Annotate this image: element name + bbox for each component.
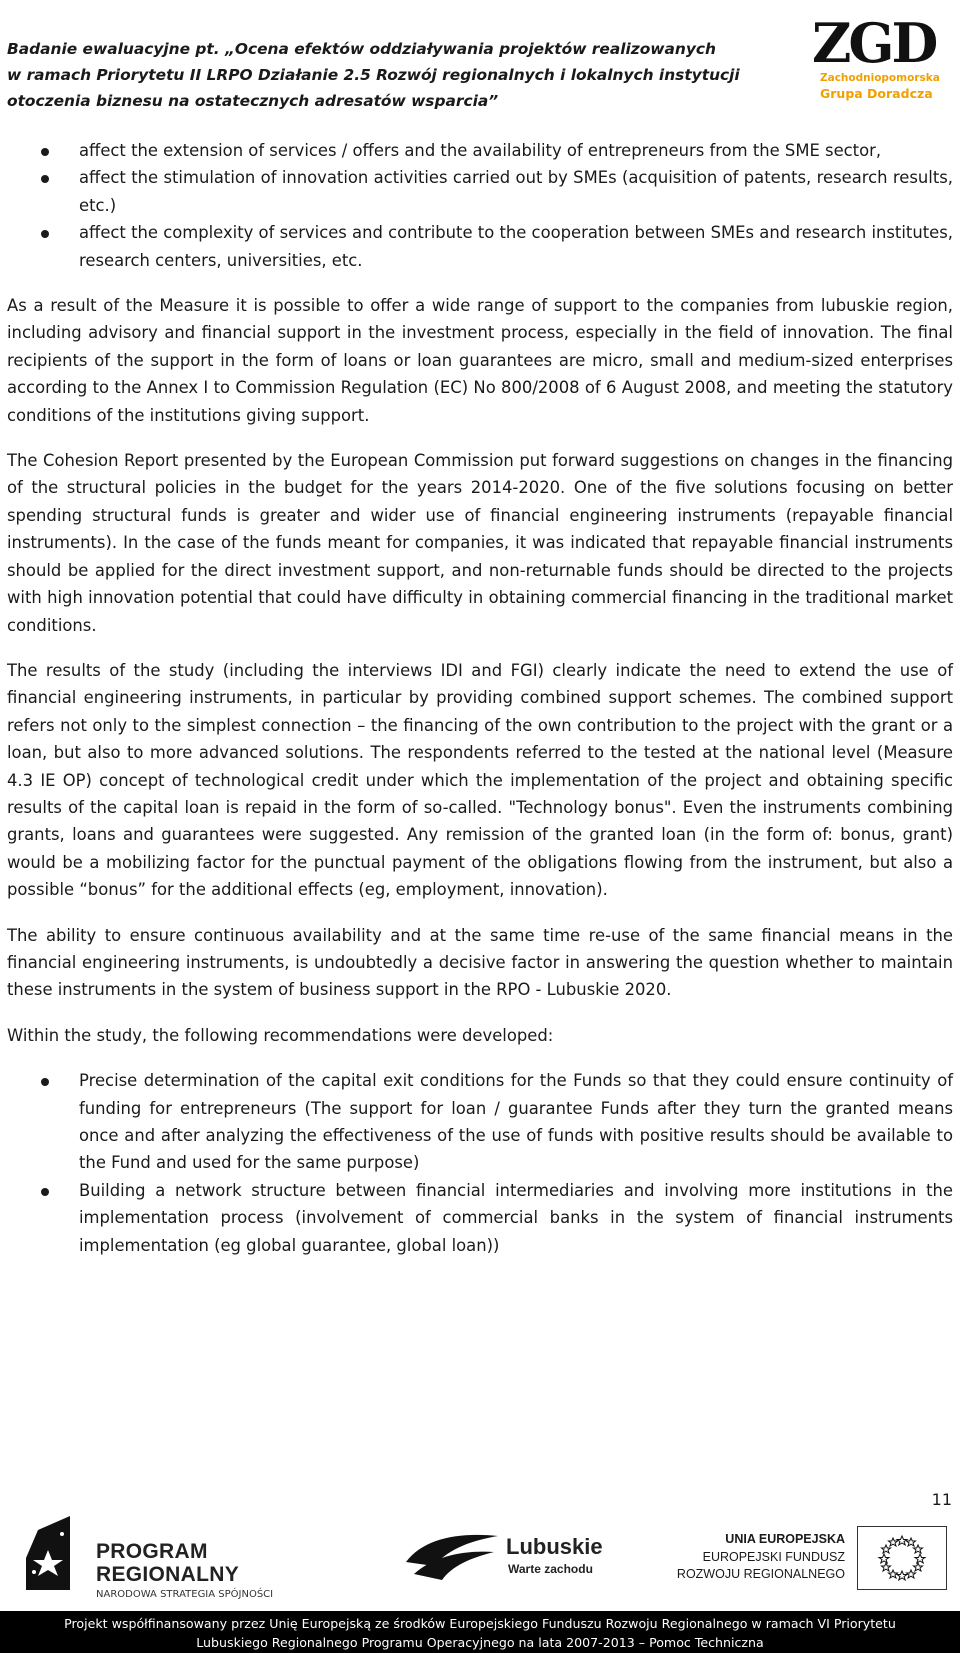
list-item: [7, 137, 953, 164]
eu-flag-icon: [857, 1526, 947, 1590]
zgd-logo-line1: Zachodniopomorska: [820, 72, 940, 84]
bullet-icon: [41, 1078, 49, 1086]
effects-bullet-list: [7, 137, 953, 274]
report-title-line: Badanie ewaluacyjne pt. „Ocena efektów oddziaływania projektów realizowanych: [7, 40, 716, 58]
lubuskie-slogan: Warte zachodu: [508, 1562, 593, 1576]
bullet-icon: [41, 1188, 49, 1196]
recommendations-list: [7, 1067, 953, 1259]
list-item-text: Precise determination of the capital exit conditions for the Funds so that they could ensure continuity of funding for entrepreneurs (The support for loan / guarantee Funds after they turn the granted means once and after analyzing the effectiveness of the use of funds with positive results should be available to the Fund and used for the same purpose): [79, 1071, 953, 1173]
list-item-text: affect the stimulation of innovation activities carried out by SMEs (acquisition of patents, research results, etc.): [79, 168, 953, 215]
zgd-logo: [808, 11, 953, 101]
page-number: 11: [931, 1490, 952, 1509]
footer-bar: [0, 1611, 960, 1653]
paragraph: As a result of the Measure it is possible to offer a wide range of support to the companies from lubuskie region, including advisory and financial support in the investment process, especially in the field of innovation. The final recipients of the support in the form of loans or loan guarantees are micro, small and medium-sized enterprises according to the Annex I to Commission Regulation (EC) No 800/2008 of 6 August 2008, and meeting the statutory conditions of the institutions giving support.: [7, 296, 953, 425]
program-name-line2: REGIONALNY: [96, 1563, 240, 1586]
program-regionalny-logo: [18, 1510, 318, 1600]
list-item: [7, 1067, 953, 1177]
list-item: [7, 1177, 953, 1259]
lubuskie-wave-icon: [404, 1532, 500, 1582]
list-item-text: affect the complexity of services and contribute to the cooperation between SMEs and research institutes, research centers, universities, etc.: [79, 223, 953, 270]
paragraph: The ability to ensure continuous availability and at the same time re-use of the same financial means in the financial engineering instruments, is undoubtedly a decisive factor in answering the question whether to maintain these instruments in the system of business support in the RPO - Lubuskie 2020.: [7, 925, 953, 1000]
footer-bar-line1: Projekt współfinansowany przez Unię Europejską ze środków Europejskiego Funduszu Rozwoju Regionalnego w ramach VI Priorytetu: [64, 1616, 896, 1631]
report-title-line: w ramach Priorytetu II LRPO Działanie 2.5 Rozwój regionalnych i lokalnych instytucji: [7, 66, 740, 84]
paragraph: The Cohesion Report presented by the European Commission put forward suggestions on changes in the financing of the structural policies in the budget for the years 2014-2020. One of the five solutions focusing on better spending structural funds is greater and wider use of financial engineering instruments (repayable financial instruments). In the case of the funds meant for companies, it was indicated that repayable financial instruments should be applied for the direct investment support, and non-returnable funds should be directed to the projects with high innovation potential that could have difficulty in obtaining commercial financing in the traditional market conditions.: [7, 451, 953, 635]
lubuskie-name: Lubuskie: [506, 1534, 603, 1559]
bullet-icon: [41, 230, 49, 238]
document-body: [7, 137, 953, 1259]
program-star-icon: [18, 1510, 78, 1592]
report-title: [7, 36, 767, 114]
footer-bar-line2: Lubuskiego Regionalnego Programu Operacyjnego na lata 2007-2013 – Pomoc Techniczna: [196, 1635, 764, 1650]
zgd-logo-line2: Grupa Doradcza: [820, 86, 933, 101]
list-item: [7, 219, 953, 274]
eu-line2: EUROPEJSKI FUNDUSZ: [702, 1550, 845, 1564]
list-item-text: affect the extension of services / offers and the availability of entrepreneurs from the SME sector,: [79, 141, 882, 160]
eu-line3: ROZWOJU REGIONALNEGO: [676, 1567, 845, 1581]
program-subtitle: NARODOWA STRATEGIA SPÓJNOŚCI: [96, 1589, 274, 1600]
list-item-text: Building a network structure between financial intermediaries and involving more institutions in the implementation process (involvement of commercial banks in the system of financial instruments implementation (eg global guarantee, global loan)): [79, 1180, 953, 1255]
eu-line1: UNIA EUROPEJSKA: [725, 1532, 845, 1546]
zgd-logo-mark: ZGD: [812, 11, 936, 75]
eu-logo: [670, 1526, 955, 1601]
list-item: [7, 164, 953, 219]
program-name-line1: PROGRAM: [96, 1540, 208, 1563]
paragraph: The results of the study (including the interviews IDI and FGI) clearly indicate the need to extend the use of financial engineering instruments, in particular by providing combined support schemes. The combined support refers not only to the simplest connection – the financing of the own contribution to the project with the grant or a loan, but also to more advanced solutions. The respondents referred to the tested at the national level (Measure 4.3 IE OP) concept of technological credit under which the implementation of the project and obtaining specific results of the capital loan is repaid in the form of so-called. "Technology bonus". Even the instruments combining grants, loans and guarantees were suggested. Any remission of the granted loan (in the form of: bonus, grant) would be a mobilizing factor for the punctual payment of the obligations flowing from the instrument, but also a possible “bonus” for the additional effects (eg, employment, innovation).: [7, 660, 953, 900]
report-title-line: otoczenia biznesu na ostatecznych adresatów wsparcia”: [7, 92, 499, 110]
bullet-icon: [41, 148, 49, 156]
recommendations-intro: Within the study, the following recommendations were developed:: [7, 1025, 554, 1045]
lubuskie-logo: [404, 1526, 614, 1596]
bullet-icon: [41, 175, 49, 183]
